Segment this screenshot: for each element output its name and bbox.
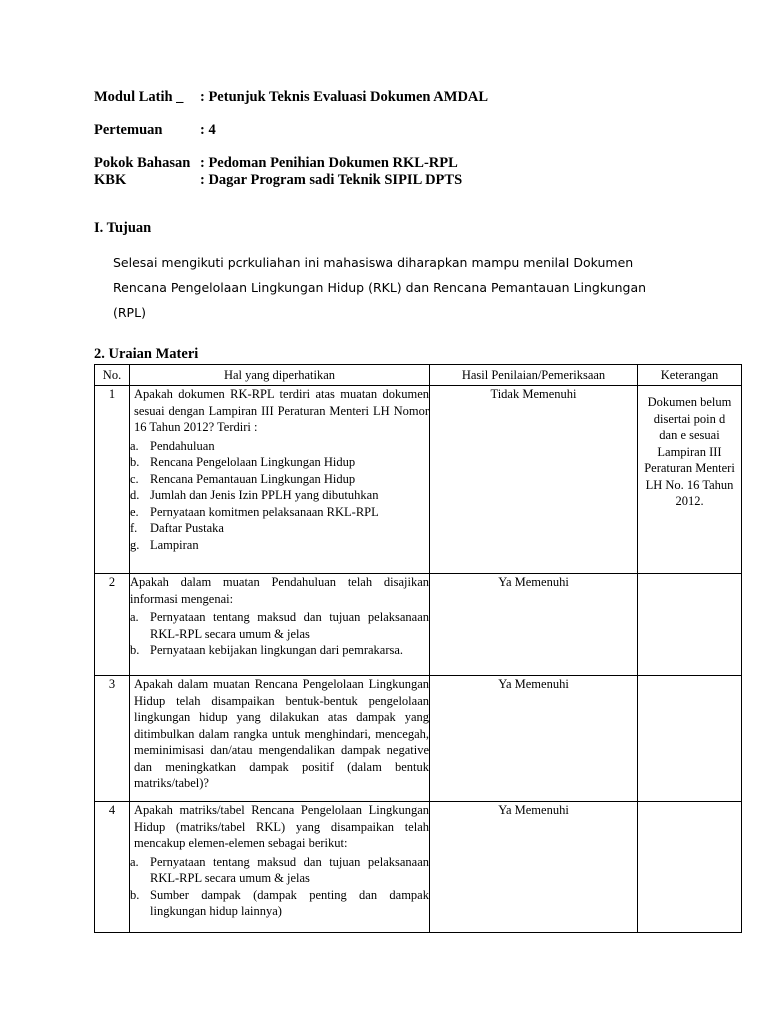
option-list — [130, 854, 429, 920]
col-header-no: No. — [95, 365, 130, 386]
row-number: 1 — [95, 386, 130, 574]
row-result: Ya Memenuhi — [430, 574, 638, 676]
meta-pertemuan-value: : 4 — [200, 122, 216, 138]
list-item: a. Pendahuluan — [130, 438, 215, 453]
section-tujuan-title: I. Tujuan — [94, 220, 152, 236]
meta-modul — [94, 89, 488, 106]
table-row — [95, 676, 742, 802]
list-item: b. Rencana Pengelolaan Lingkungan Hidup — [130, 455, 356, 469]
list-item: g. Lampiran — [130, 537, 199, 552]
evaluation-table — [94, 364, 742, 933]
row-number: 3 — [95, 676, 130, 802]
list-item: b. Sumber dampak (dampak penting dan dampak lingkungan hidup lainnya) — [130, 887, 429, 918]
list-item: c. Rencana Pemantauan Lingkungan Hidup — [130, 471, 356, 486]
table-row — [95, 386, 742, 574]
row-number: 4 — [95, 802, 130, 933]
list-item: f. Daftar Pustaka — [130, 521, 224, 535]
meta-kbk-value: : Dagar Program sadi Teknik SIPIL DPTS — [200, 172, 463, 188]
meta-modul-value: : Petunjuk Teknis Evaluasi Dokumen AMDAL — [200, 89, 489, 105]
table-row — [95, 574, 742, 676]
row-question: Apakah dalam muatan Rencana Pengelolaan Lingkungan Hidup telah disampaikan bentuk-bentuk pengelolaan lingkungan hidup yang dilakukan atas dampak yang ditimbulkan dalam rangka untuk menghindari, mencegah, meminimisasi dan/atau mengendalikan dampak negative dan meningkatkan dampak positif (dalam bentuk matriks/tabel)? — [134, 677, 429, 790]
list-item: d. Jumlah dan Jenis Izin PPLH yang dibutuhkan — [130, 488, 379, 502]
list-item: a. Pernyataan tentang maksud dan tujuan pelaksanaan RKL-RPL secara umum & jelas — [130, 610, 429, 641]
section-tujuan-text: Selesai mengikuti pcrkuliahan ini mahasiswa diharapkan mampu menilaI Dokumen Rencana Pengelolaan Lingkungan Hidup (RKL) dan Rencana Pemantauan Lingkungan (RPL) — [113, 255, 647, 320]
row-item — [130, 676, 430, 802]
row-note-text: Dokumen belum disertai poin d dan e sesuai Lampiran III Peraturan Menteri LH No. 16 Tahun 2012. — [644, 395, 735, 508]
table-row — [95, 802, 742, 933]
meta-modul-label: Modul Latih _ — [94, 89, 184, 105]
meta-kbk-label: KBK — [94, 172, 127, 188]
option-list — [130, 438, 429, 554]
row-note — [638, 386, 742, 574]
row-question: Apakah dalam muatan Pendahuluan telah disajikan informasi mengenai: — [130, 575, 429, 606]
row-question: Apakah dokumen RK-RPL terdiri atas muatan dokumen sesuai dengan Lampiran III Peraturan Menteri LH Nomor 16 Tahun 2012? Terdiri : — [134, 387, 429, 434]
meta-pokok-bahasan — [94, 155, 458, 172]
row-note — [638, 676, 742, 802]
option-list — [130, 609, 429, 659]
row-note — [638, 802, 742, 933]
list-item: a. Pernyataan tentang maksud dan tujuan pelaksanaan RKL-RPL secara umum & jelas — [130, 854, 429, 885]
col-header-keterangan: Keterangan — [638, 365, 742, 386]
table-header-row — [95, 365, 742, 386]
list-item: b. Pernyataan kebijakan lingkungan dari pemrakarsa. — [130, 643, 404, 657]
row-item — [130, 802, 430, 933]
row-question: Apakah matriks/tabel Rencana Pengelolaan Lingkungan Hidup (matriks/tabel RKL) yang disampaikan telah mencakup elemen-elemen sebagai berikut: — [134, 803, 429, 850]
row-item — [130, 574, 430, 676]
meta-kbk — [94, 172, 462, 189]
row-item — [130, 386, 430, 574]
col-header-hasil: Hasil Penilaian/Pemeriksaan — [430, 365, 638, 386]
list-item: e. Pernyataan komitmen pelaksanaan RKL-RPL — [130, 504, 379, 519]
meta-pokok-value: : Pedoman Penihian Dokumen RKL-RPL — [200, 155, 458, 171]
row-result: Ya Memenuhi — [430, 802, 638, 933]
row-note — [638, 574, 742, 676]
row-number: 2 — [95, 574, 130, 676]
meta-pokok-label: Pokok Bahasan — [94, 155, 191, 171]
meta-pertemuan — [94, 122, 216, 139]
row-result: Tidak Memenuhi — [430, 386, 638, 574]
section-uraian-title: 2. Uraian Materi — [94, 346, 199, 362]
meta-pertemuan-label: Pertemuan — [94, 122, 163, 138]
col-header-hal: Hal yang diperhatikan — [130, 365, 430, 386]
row-result: Ya Memenuhi — [430, 676, 638, 802]
